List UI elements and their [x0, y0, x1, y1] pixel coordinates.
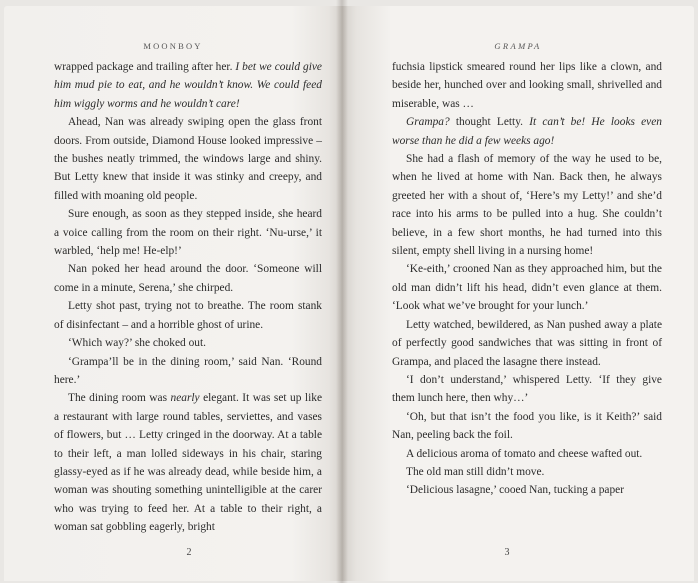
page-number-right: 3 — [504, 547, 510, 558]
paragraph: Ahead, Nan was already swiping open the glass front doors. From outside, Diamond House looked impressive – the bushes neatly trimmed, the windows large and shiny. But Letty knew that inside it was stinky and creepy, and filled with moaning old people. — [54, 116, 322, 202]
italic-thought: Grampa? — [406, 116, 450, 129]
italic-thought: It can’t be! He looks even worse than he did a few weeks ago! — [392, 116, 662, 147]
left-page — [4, 6, 342, 581]
paragraph — [392, 113, 662, 150]
right-page — [342, 6, 694, 581]
paragraph: Sure enough, as soon as they stepped inside, she heard a voice calling from the room on their right. ‘Nu-urse,’ it warbled, ‘help me! He-elp!’ — [54, 208, 322, 258]
paragraph: ‘Ke-eith,’ crooned Nan as they approached him, but the old man didn’t lift his head, didn’t even glance at them. ‘Look what we’ve brought for your lunch.’ — [392, 263, 662, 313]
paragraph: ‘Grampa’ll be in the dining room,’ said Nan. ‘Round here.’ — [54, 355, 322, 386]
paragraph: ‘Oh, but that isn’t the food you like, is it Keith?’ said Nan, peeling back the foil. — [392, 410, 662, 442]
paragraph: A delicious aroma of tomato and cheese wafted out. — [406, 447, 643, 460]
paragraph: Letty shot past, trying not to breathe. The room stank of disinfectant – and a horrible ghost of urine. — [54, 300, 322, 331]
paragraph: The old man still didn’t move. — [406, 465, 545, 478]
paragraph: Nan poked her head around the door. ‘Someone will come in a minute, Serena,’ she chirped. — [54, 263, 322, 294]
left-page-body — [54, 58, 322, 537]
italic-thought: I bet we could give him mud pie to eat, and he wouldn’t know. We could feed him wiggly worms and he wouldn’t care! — [54, 61, 322, 110]
italic-word: nearly — [170, 392, 200, 405]
text-run: elegant. It was set up like a restaurant with large round tables, serviettes, and vases of flowers, but … Letty cringed in the doorway. At a table to their left, a man lolled sideways in his chair, staring glassy-eyed as if he was already dead, while beside him, a woman was shouting something unintelligible at the carer who was trying to feed her. At a table to their right, a woman sat gobbling eagerly, bright — [54, 392, 323, 534]
paragraph: ‘Delicious lasagne,’ cooed Nan, tucking a paper — [406, 484, 625, 497]
paragraph: ‘I don’t understand,’ whispered Letty. ‘If they give them lunch here, then why…’ — [392, 373, 662, 405]
text-run: thought Letty. — [449, 116, 530, 129]
book-gutter — [336, 0, 348, 583]
page-number-left: 2 — [186, 547, 192, 558]
text-run: The dining room was — [68, 392, 171, 405]
right-page-body — [392, 58, 662, 500]
paragraph: ‘Which way?’ she choked out. — [68, 337, 207, 350]
paragraph — [54, 389, 322, 536]
running-head-left: MOONBOY — [143, 41, 203, 51]
text-run: wrapped package and trailing after her. — [54, 61, 236, 73]
paragraph: Letty watched, bewildered, as Nan pushed away a plate of perfectly good sandwiches that was sitting in front of Grampa, and placed the lasagne there instead. — [392, 318, 662, 368]
paragraph — [54, 58, 322, 113]
running-head-right: GRAMPA — [494, 41, 542, 51]
paragraph: fuchsia lipstick smeared round her lips like a clown, and beside her, hunched over and looking small, shrivelled and miserable, was … — [392, 61, 662, 110]
paragraph: She had a flash of memory of the way he used to be, when he lived at home with Nan. Back then, he always greeted her with a shout of, ‘Here’s my Letty!’ and she’d race into his arms to be pulled into a hug. She couldn’t believe, in a few short months, he had turned into this silent, empty shell living in a nursing home! — [392, 153, 662, 258]
